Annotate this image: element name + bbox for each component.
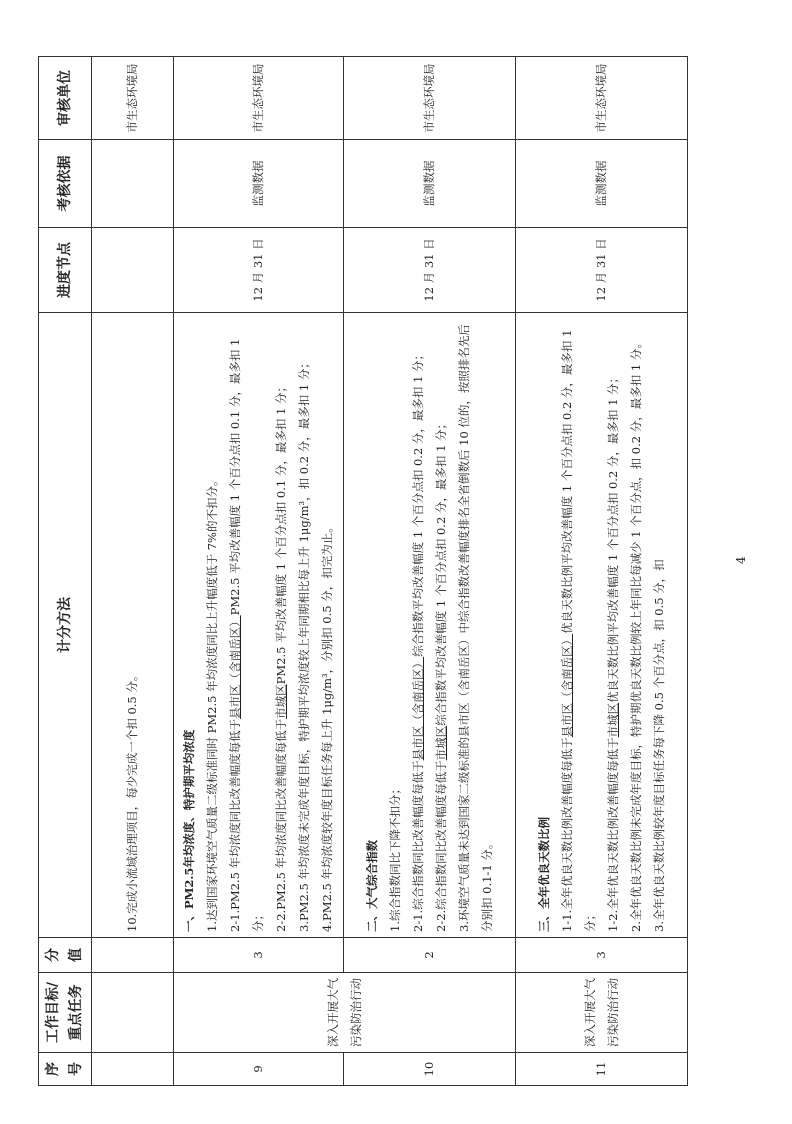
header-seq: 序号	[39, 1053, 92, 1086]
method-cell	[344, 313, 516, 938]
method-line: 10.完成小流域治理项目，每少完成一个扣 0.5 分。	[125, 669, 139, 932]
table-row	[174, 57, 344, 1086]
method-line: 2-1.PM2.5 年均浓度同比改善幅度每低于县市区（含南岳区）PM2.5 平均改善幅度 1 个百分点扣 0.1 分，最多扣 1 分；	[228, 338, 265, 932]
method-line: 3.PM2.5 年均浓度未完成年度目标，特护期平均浓度较上年同期相比每上升 1μg/m³，扣 0.2 分，最多扣 1 分；	[297, 357, 311, 932]
header-basis: 考核依据	[39, 140, 92, 228]
method-line: 1.达到国家环境空气质量二级标准同时 PM2.5 年均浓度同比上升幅度低于 7%的不扣分。	[205, 474, 219, 932]
seq-cell: 9	[174, 1053, 344, 1086]
unit-cell: 市生态环境局	[344, 57, 516, 140]
score-cell: 2	[344, 938, 516, 973]
method-line: 3.全年优良天数比例较年度目标任务每下降 0.5 个百分点，扣 0.5 分，扣	[651, 559, 666, 932]
deadline-cell: 12 月 31 日	[174, 228, 344, 313]
unit-cell: 市生态环境局	[516, 57, 688, 140]
method-line: 2-2.PM2.5 年均浓度同比改善幅度每低于市城区PM2.5 平均改善幅度 1 个百分点扣 0.1 分，最多扣 1 分；	[274, 381, 288, 932]
method-line: 2-2.综合指数同比改善幅度每低于市城区综合指数平均改善幅度 1 个百分点扣 0.2 分，最多扣 1 分；	[433, 417, 448, 932]
task-cell: 深入开展大气污染防治行动	[516, 973, 688, 1053]
method-line: 1-1.全年优良天数比例改善幅度每低于县市区（含南岳区）优良天数比例平均改善幅度 1 个百分点扣 0.2 分，最多扣 1 分；	[559, 329, 597, 932]
score-cell: 3	[174, 938, 344, 973]
method-line: 4.PM2.5 年均浓度较年度目标任务每上升 1μg/m³，分别扣 0.5 分，扣完为止。	[320, 521, 334, 932]
basis-cell: 监测数据	[344, 140, 516, 228]
header-method: 计分方法	[39, 313, 92, 938]
unit-cell: 市生态环境局	[174, 57, 344, 140]
method-cell	[174, 313, 344, 938]
method-line: 1.综合指数同比下降不扣分；	[387, 783, 402, 932]
method-line: 2.全年优良天数比例未完成年度目标，特护期优良天数比例较上年同比每减少 1 个百分点，扣 0.2 分，最多扣 1 分。	[628, 337, 643, 932]
header-task: 工作目标/重点任务	[39, 973, 92, 1053]
deadline-cell: 12 月 31 日	[516, 228, 688, 313]
table-row	[516, 57, 688, 1086]
deadline-cell: 12 月 31 日	[344, 228, 516, 313]
basis-cell: 监测数据	[516, 140, 688, 228]
table-row	[344, 57, 516, 1086]
method-line: 1-2.全年优良天数比例改善幅度每低于市城区优良天数比例平均改善幅度 1 个百分点扣 0.2 分，最多扣 1 分；	[605, 371, 620, 932]
header-unit: 审核单位	[39, 57, 92, 140]
section-title: 二、大气综合指数	[364, 840, 379, 932]
unit-cell: 市生态环境局	[92, 57, 174, 140]
table-row	[92, 57, 174, 1086]
method-cell	[516, 313, 688, 938]
task-cell: 深入开展大气污染防治行动	[174, 973, 516, 1053]
method-line: 2-1.综合指数同比改善幅度每低于县市区（含南岳区）综合指数平均改善幅度 1 个百分点扣 0.2 分，最多扣 1 分；	[410, 348, 425, 932]
score-cell: 3	[516, 938, 688, 973]
seq-cell: 10	[344, 1053, 516, 1086]
section-title: 一、PM2.5年均浓度、特护期平均浓度	[182, 729, 196, 932]
method-cell	[92, 313, 174, 938]
seq-cell: 11	[516, 1053, 688, 1086]
basis-cell: 监测数据	[174, 140, 344, 228]
header-row	[39, 57, 92, 1086]
section-title: 三、全年优良天数比例	[536, 817, 551, 932]
header-score: 分值	[39, 938, 92, 973]
header-deadline: 进度节点	[39, 228, 92, 313]
method-line: 3.环境空气质量未达到国家二级标准的县市区（含南岳区）中综合指数改善幅度排名全省倒数后 10 位的，按照排名先后分别扣 0.1-1 分。	[456, 324, 494, 932]
page-number: 4	[734, 556, 748, 564]
assessment-table	[38, 56, 688, 1086]
